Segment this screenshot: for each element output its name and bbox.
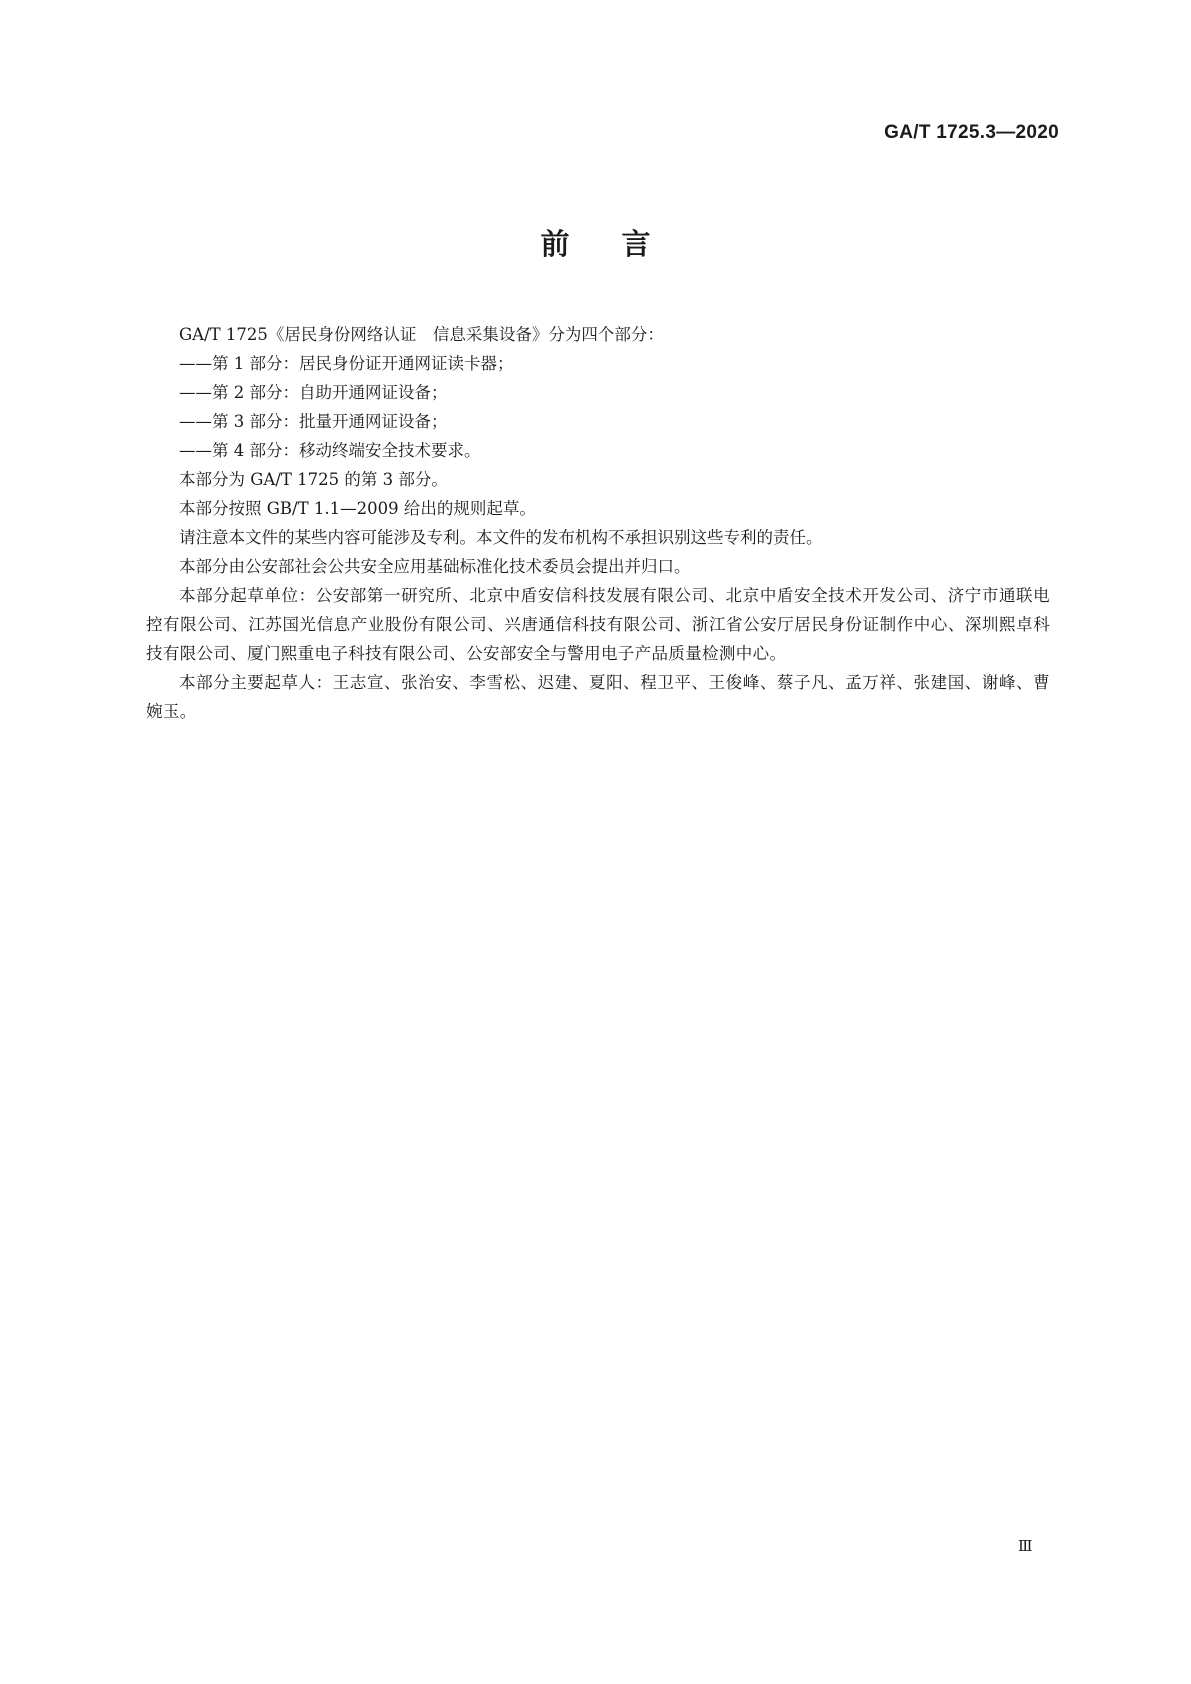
paragraph-patent-notice: 请注意本文件的某些内容可能涉及专利。本文件的发布机构不承担识别这些专利的责任。 — [179, 528, 823, 547]
paragraph-part-statement: 本部分为 GA/T 1725 的第 3 部分。 — [179, 470, 448, 489]
paragraph-drafting-rules: 本部分按照 GB/T 1.1—2009 给出的规则起草。 — [179, 499, 536, 518]
list-item-part-2: ——第 2 部分：自助开通网证设备； — [179, 383, 448, 402]
paragraph-drafters: 本部分主要起草人：王志宣、张治安、李雪松、迟建、夏阳、程卫平、王俊峰、蔡子凡、孟万祥、张建国、谢峰、曹婉玉。 — [146, 673, 1050, 721]
list-item-part-3: ——第 3 部分：批量开通网证设备； — [179, 412, 448, 431]
list-item-part-4: ——第 4 部分：移动终端安全技术要求。 — [179, 441, 481, 460]
list-item-part-1: ——第 1 部分：居民身份证开通网证读卡器； — [179, 354, 514, 373]
paragraph-proposer: 本部分由公安部社会公共安全应用基础标准化技术委员会提出并归口。 — [179, 557, 691, 576]
paragraph-series-intro: GA/T 1725《居民身份网络认证 信息采集设备》分为四个部分： — [179, 325, 664, 344]
paragraph-drafting-units: 本部分起草单位：公安部第一研究所、北京中盾安信科技发展有限公司、北京中盾安全技术开发公司、济宁市通联电控有限公司、江苏国光信息产业股份有限公司、兴唐通信科技有限公司、浙江省公安厅居民身份证制作中心、深圳熙卓科技有限公司、厦门熙重电子科技有限公司、公安部安全与警用电子产品质量检测中心。 — [146, 586, 1050, 663]
document-code: GA/T 1725.3—2020 — [884, 122, 1059, 143]
foreword-body — [146, 320, 1050, 726]
page-title: 前言 — [540, 227, 703, 261]
page-number: Ⅲ — [1018, 1537, 1033, 1555]
